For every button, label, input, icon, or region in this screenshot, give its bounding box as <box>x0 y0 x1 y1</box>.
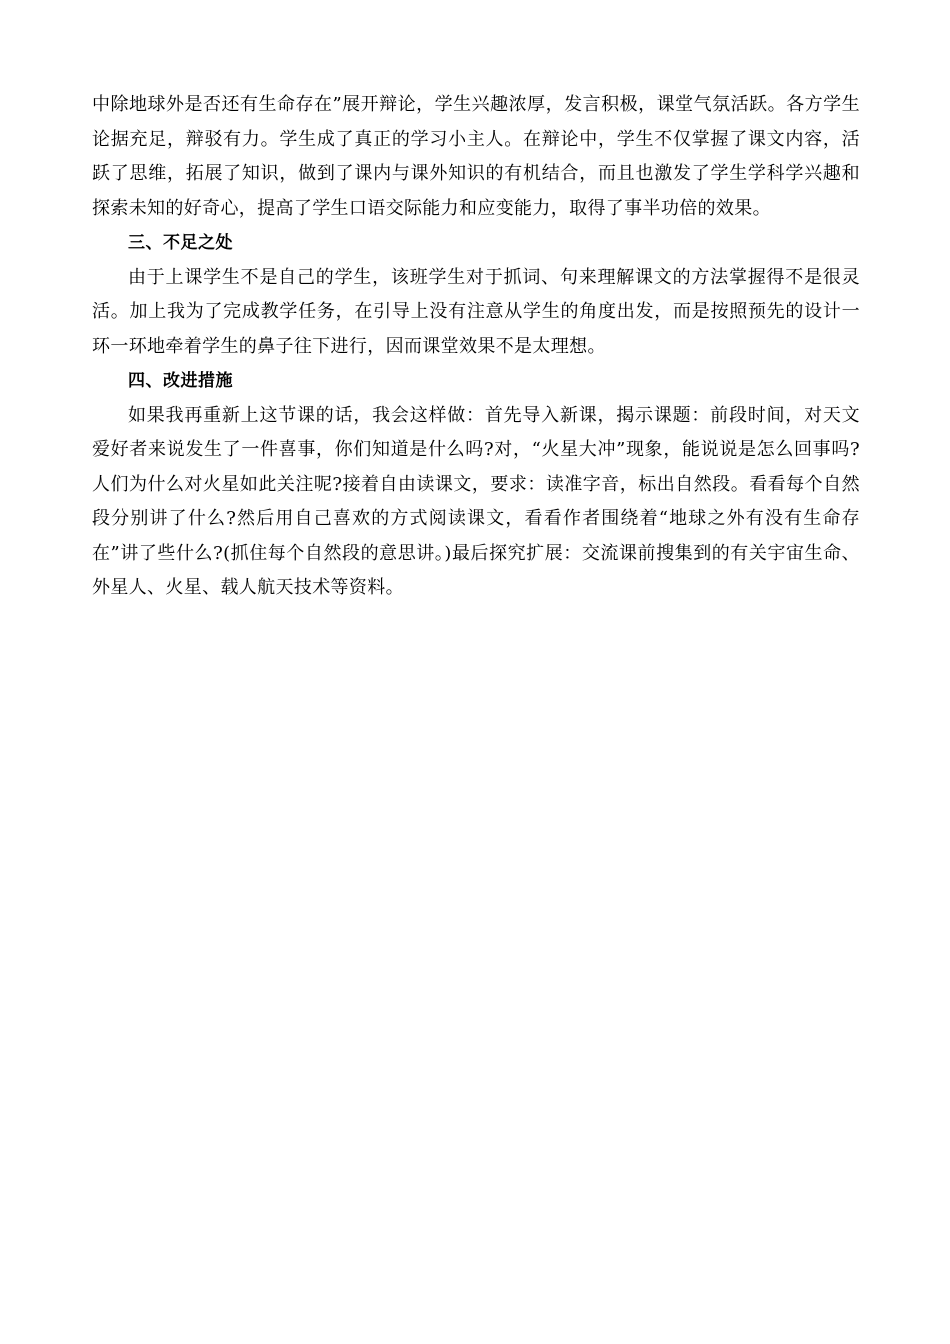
document-page <box>92 88 860 606</box>
section-heading-improvements: 四、改进措施 <box>128 371 233 391</box>
section-body-shortcomings: 由于上课学生不是自己的学生，该班学生对于抓词、句来理解课文的方法掌握得不是很灵活。加上我为了完成教学任务，在引导上没有注意从学生的角度出发，而是按照预先的设计一环一环地牵着学生的鼻子往下进行，因而课堂效果不是太理想。 <box>92 266 860 357</box>
intro-paragraph: 中除地球外是否还有生命存在”展开辩论，学生兴趣浓厚，发言积极，课堂气氛活跃。各方学生论据充足，辩驳有力。学生成了真正的学习小主人。在辩论中，学生不仅掌握了课文内容，活跃了思维，拓展了知识，做到了课内与课外知识的有机结合，而且也激发了学生学科学兴趣和探索未知的好奇心，提高了学生口语交际能力和应变能力，取得了事半功倍的效果。 <box>92 94 860 219</box>
section-body-improvements: 如果我再重新上这节课的话，我会这样做：首先导入新课，揭示课题：前段时间，对天文爱好者来说发生了一件喜事，你们知道是什么吗?对，“火星大冲”现象，能说说是怎么回事吗?人们为什么对火星如此关注呢?接着自由读课文，要求：读准字音，标出自然段。看看每个自然段分别讲了什么?然后用自己喜欢的方式阅读课文，看看作者围绕着“地球之外有没有生命存在”讲了些什么?(抓住每个自然段的意思讲。)最后探究扩展：交流课前搜集到的有关宇宙生命、外星人、火星、载人航天技术等资料。 <box>92 404 860 598</box>
section-heading-shortcomings: 三、不足之处 <box>128 233 233 253</box>
